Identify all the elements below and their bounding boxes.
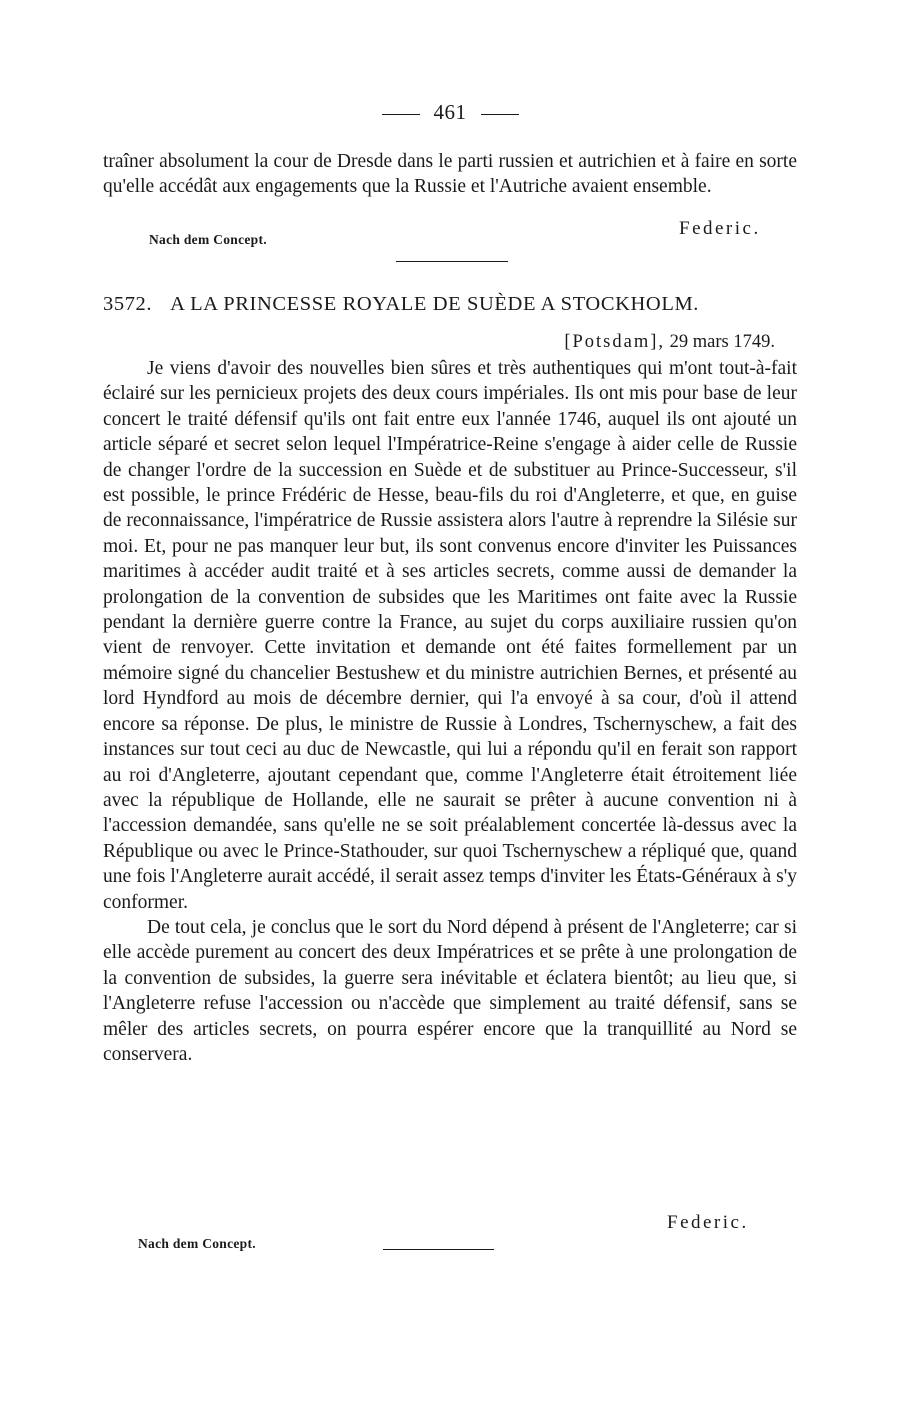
end-divider <box>383 1249 494 1250</box>
page-number: 461 <box>433 100 467 124</box>
letter-paragraph-2: De tout cela, je conclus que le sort du Nord dépend à présent de l'Angleterre; car si elle accède purement au concert des deux Impératrices et se prête à une prolongation de la convention de subsides, la guerre sera inévitable et éclatera bientôt; au lieu que, si l'Angleterre refuse l'accession ou n'accède que simplement au traité défensif, sans se mêler des articles secrets, on pourra espérer encore que la tranquillité au Nord se conservera. <box>103 916 797 1065</box>
section-divider <box>396 261 508 262</box>
letter-signature: Federic. <box>667 1212 749 1233</box>
continuation-text-block <box>103 149 797 200</box>
header-dash-left <box>382 114 420 115</box>
header-dash-right <box>481 114 519 115</box>
letter-place: [Potsdam], <box>564 332 666 352</box>
letter-number: 3572. <box>103 293 153 315</box>
letter-source-note: Nach dem Concept. <box>138 1236 256 1251</box>
page-header <box>0 100 900 125</box>
letter-paragraph-1: Je viens d'avoir des nouvelles bien sûres et très authentiques qui m'ont tout-à-fait éclairé sur les pernicieux projets des deux cours impériales. Ils ont mis pour base de leur concert le traité défensif qu'ils ont fait entre eux l'année 1746, auquel ils ont ajouté un article séparé et secret selon lequel l'Impératrice-Reine s'engage à aider celle de Russie de changer l'ordre de la succession en Suède et de substituer au Prince-Successeur, s'il est possible, le prince Frédéric de Hesse, beau-fils du roi d'Angleterre, et que, en guise de reconnaissance, l'impératrice de Russie assistera alors l'autre à reprendre la Silésie sur moi. Et, pour ne pas manquer leur but, ils sont convenus encore d'inviter les Puissances maritimes à accéder audit traité et à ses articles secrets, comme aussi de demander la prolongation de la convention de subsides que les Maritimes ont faite avec la Russie pendant la dernière guerre contre la France, au sujet du corps auxiliaire russien qu'on vient de renvoyer. Cette invitation et demande ont été faites formellement par un mémoire signé du chancelier Bestushew et du ministre autrichien Bernes, et présenté au lord Hyndford au mois de décembre dernier, qui l'a envoyé à sa cour, d'où il attend encore sa réponse. De plus, le ministre de Russie à Londres, Tschernyschew, a fait des instances sur tout ceci au duc de Newcastle, qui lui a répondu qu'il en ferait son rapport au roi d'Angleterre, ajoutant cependant que, comme l'Angleterre était étroitement liée avec la république de Hollande, elle ne saurait se prêter à aucune convention ni à l'accession demandée, sans qu'elle ne se soit préalablement concertée là-dessus avec la République ou avec le Prince-Stathouder, sur quoi Tschernyschew a répliqué que, quand une fois l'Angleterre aurait accédé, il serait assez temps d'inviter les États-Généraux à s'y conformer. <box>103 358 797 913</box>
continuation-source-note: Nach dem Concept. <box>149 232 267 247</box>
letter-title: A LA PRINCESSE ROYALE DE SUÈDE A STOCKHOLM. <box>170 293 699 315</box>
continuation-paragraph: traîner absolument la cour de Dresde dans le parti russien et autrichien et à faire en sorte qu'elle accédât aux engagements que la Russie et l'Autriche avaient ensemble. <box>103 151 797 198</box>
continuation-signature: Federic. <box>679 218 761 239</box>
letter-heading <box>103 293 803 316</box>
letter-body <box>103 356 797 1067</box>
letter-place-date <box>564 332 775 353</box>
letter-date: 29 mars 1749. <box>669 332 775 352</box>
